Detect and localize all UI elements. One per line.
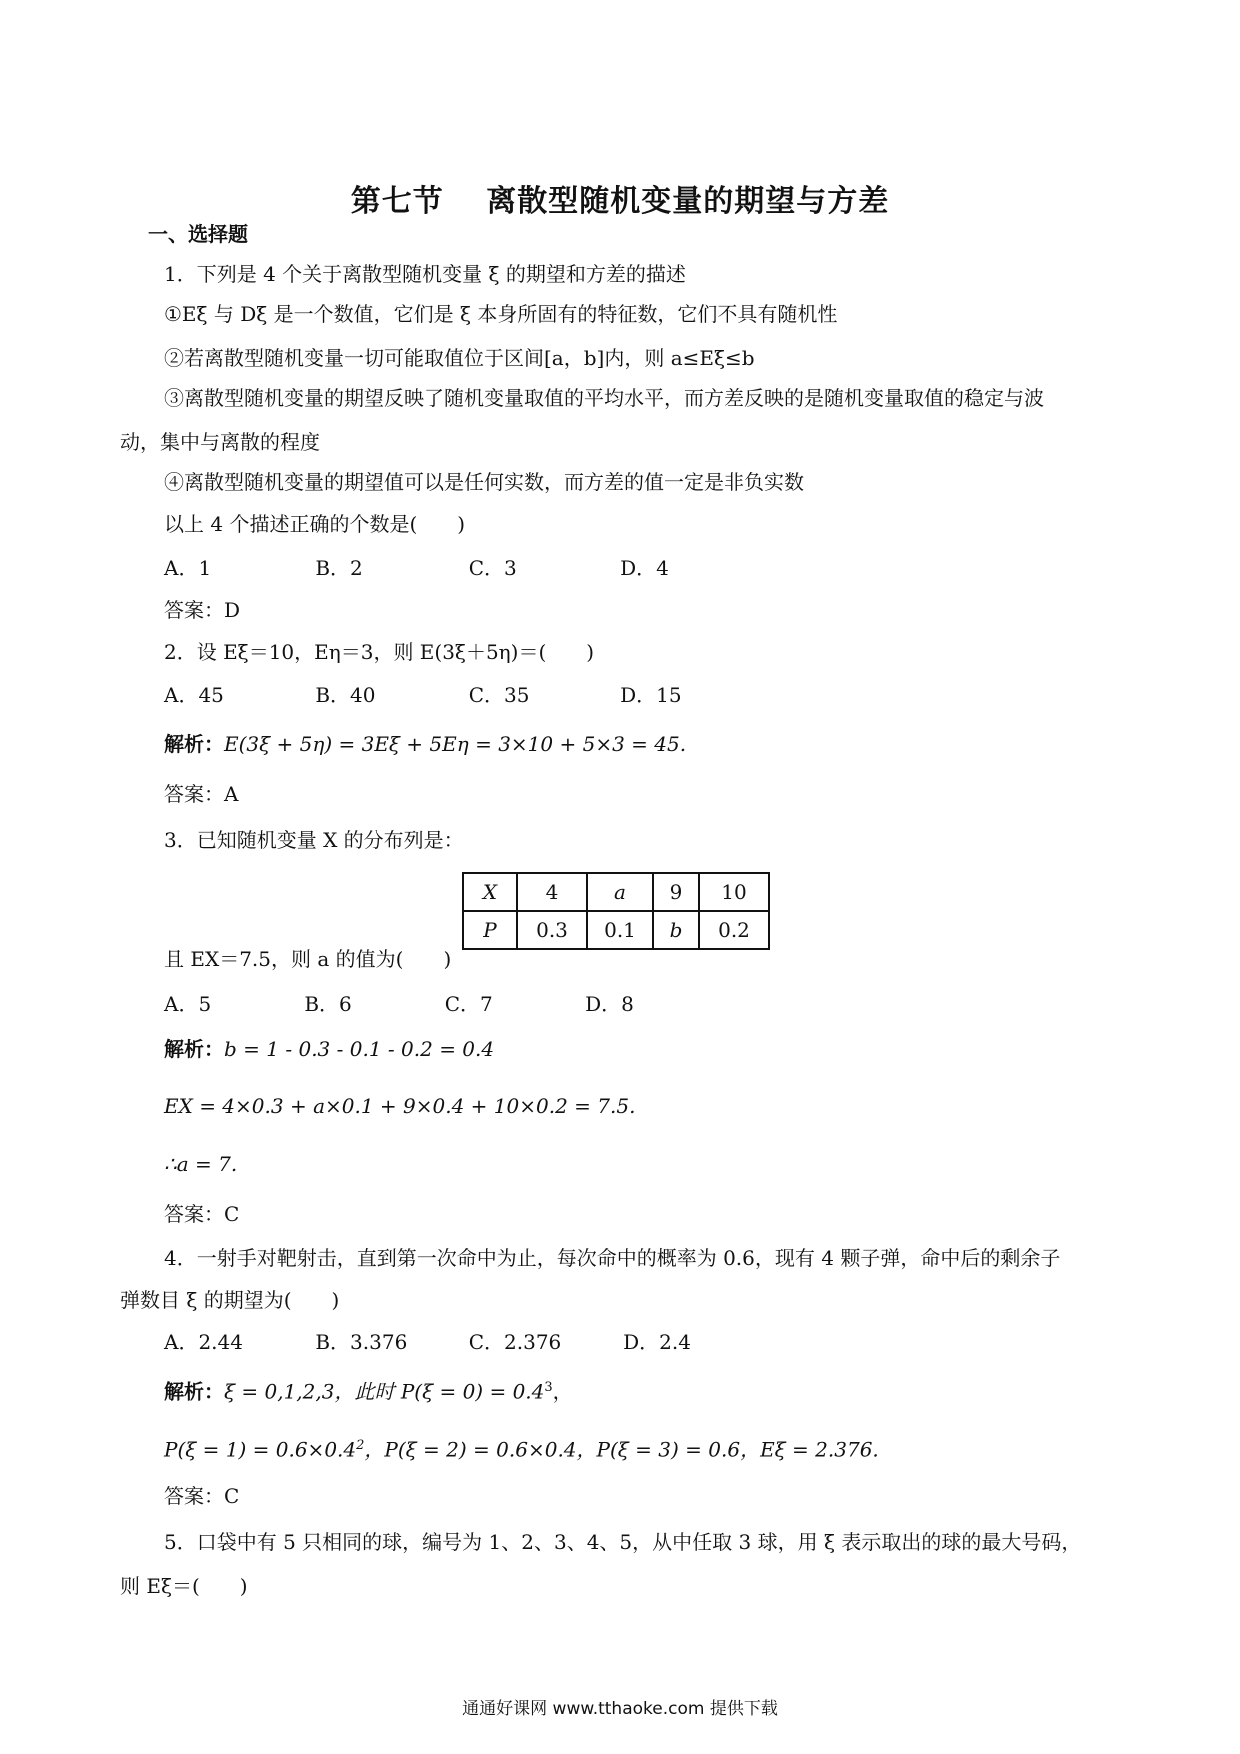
option-b: B．2: [315, 556, 363, 580]
q1-statement-1: ①Eξ 与 Dξ 是一个数值，它们是 ξ 本身所固有的特征数，它们不具有随机性: [164, 302, 838, 326]
option-d: D．15: [620, 683, 682, 707]
q1-statement-3b: 动，集中与离散的程度: [120, 430, 320, 454]
q5-stem-b: 则 Eξ＝( ): [120, 1574, 248, 1598]
option-b: B．6: [304, 992, 352, 1016]
option-a: A．2.44: [164, 1330, 243, 1354]
q3-stem: 3．已知随机变量 X 的分布列是：: [164, 828, 464, 852]
table-cell: P: [463, 911, 517, 949]
q4-solution-2: [164, 1432, 879, 1464]
page-title: 第七节 离散型随机变量的期望与方差: [350, 184, 890, 219]
table-cell: 9: [653, 873, 699, 911]
q4-stem-b: 弹数目 ξ 的期望为( ): [120, 1288, 340, 1312]
solution-punct: ，: [552, 1379, 573, 1404]
q3-solution-2: EX = 4×0.3 + a×0.1 + 9×0.4 + 10×0.2 = 7.5.: [164, 1094, 636, 1118]
table-row: [463, 911, 769, 949]
q3-solution-3: ∴a = 7.: [164, 1152, 238, 1176]
table-cell: 10: [699, 873, 769, 911]
solution-label: 解析：: [164, 1379, 224, 1404]
option-a: A．5: [164, 992, 212, 1016]
distribution-table: [462, 872, 770, 950]
q4-options: [164, 1328, 691, 1356]
q1-answer: 答案：D: [164, 598, 241, 622]
option-d: D．8: [585, 992, 634, 1016]
q3-options: [164, 990, 634, 1018]
q5-stem-a: 5．口袋中有 5 只相同的球，编号为 1、2、3、4、5，从中任取 3 球，用 ξ 表示取出的球的最大号码，: [164, 1530, 1082, 1554]
footer-text: 通通好课网 www.tthaoke.com 提供下载: [462, 1699, 778, 1719]
option-d: D．2.4: [623, 1330, 691, 1354]
section-heading: 一、选择题: [148, 222, 248, 246]
table-cell: 0.1: [587, 911, 653, 949]
q1-statement-2: ②若离散型随机变量一切可能取值位于区间[a，b]内，则 a≤Eξ≤b: [164, 346, 755, 370]
q2-solution: [164, 730, 686, 758]
solution-text: P(ξ = 1) = 0.6×0.4: [164, 1437, 357, 1462]
option-b: B．40: [315, 683, 376, 707]
option-c: C．2.376: [468, 1330, 562, 1354]
q1-question: 以上 4 个描述正确的个数是( ): [164, 512, 466, 536]
q3-condition: 且 EX＝7.5，则 a 的值为( ): [164, 947, 452, 971]
table-cell: 0.3: [517, 911, 587, 949]
table-cell: 0.2: [699, 911, 769, 949]
option-b: B．3.376: [315, 1330, 408, 1354]
q2-stem: 2．设 Eξ＝10，Eη＝3，则 E(3ξ＋5η)＝( ): [164, 640, 595, 664]
exponent: 2: [356, 1438, 365, 1453]
q3-solution-1: [164, 1035, 494, 1063]
option-d: D．4: [620, 556, 669, 580]
solution-label: 解析：: [164, 732, 224, 756]
q1-options: [164, 554, 669, 582]
q4-stem-a: 4．一射手对靶射击，直到第一次命中为止，每次命中的概率为 0.6，现有 4 颗子弹，命中后的剩余子: [164, 1246, 1061, 1270]
table-row: [463, 873, 769, 911]
q2-answer: 答案：A: [164, 782, 239, 806]
option-c: C．35: [468, 683, 530, 707]
solution-label: 解析：: [164, 1037, 224, 1061]
table-cell: 4: [517, 873, 587, 911]
table-cell: b: [653, 911, 699, 949]
q1-statement-4: ④离散型随机变量的期望值可以是任何实数，而方差的值一定是非负实数: [164, 470, 804, 494]
q1-stem: 1．下列是 4 个关于离散型随机变量 ξ 的期望和方差的描述: [164, 262, 686, 286]
q4-answer: 答案：C: [164, 1484, 240, 1508]
q1-statement-3a: ③离散型随机变量的期望反映了随机变量取值的平均水平，而方差反映的是随机变量取值的稳定与波: [164, 386, 1044, 410]
q4-solution-1: [164, 1374, 573, 1406]
option-c: C．3: [468, 556, 517, 580]
q2-options: [164, 681, 682, 709]
solution-text: b = 1 - 0.3 - 0.1 - 0.2 = 0.4: [224, 1037, 495, 1061]
exponent: 3: [544, 1380, 553, 1395]
option-a: A．1: [164, 556, 212, 580]
option-c: C．7: [444, 992, 493, 1016]
table-cell: a: [587, 873, 653, 911]
solution-text: ξ = 0,1,2,3，此时 P(ξ = 0) = 0.4: [224, 1379, 545, 1404]
option-a: A．45: [164, 683, 224, 707]
table-cell: X: [463, 873, 517, 911]
solution-text: E(3ξ + 5η) = 3Eξ + 5Eη = 3×10 + 5×3 = 45.: [224, 732, 687, 756]
q3-answer: 答案：C: [164, 1202, 240, 1226]
solution-text: ，P(ξ = 2) = 0.6×0.4，P(ξ = 3) = 0.6，Eξ = 2.376.: [364, 1437, 879, 1462]
